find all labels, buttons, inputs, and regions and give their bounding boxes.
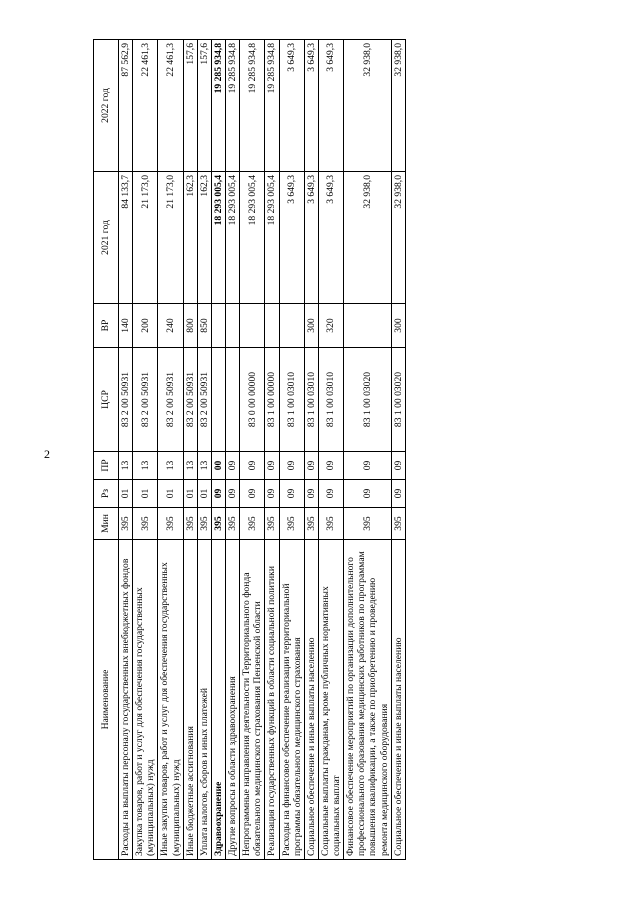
cell-year-2022: 19 285 934,8 [265, 40, 279, 172]
cell-vr: 320 [318, 304, 343, 348]
cell-min: 395 [240, 508, 265, 540]
table-row [344, 40, 392, 860]
cell-rz: 09 [240, 480, 265, 508]
cell-year-2022: 32 938,0 [391, 40, 405, 172]
cell-year-2021: 18 293 005,4 [265, 172, 279, 304]
cell-year-2022: 19 285 934,8 [226, 40, 240, 172]
cell-csr: 83 2 00 50931 [183, 348, 197, 452]
budget-table [93, 39, 406, 860]
cell-year-2022: 19 285 934,8 [211, 40, 225, 172]
page-number: 2 [44, 447, 50, 461]
cell-pr: 09 [279, 452, 304, 480]
header-csr: ЦСР [94, 348, 119, 452]
cell-min: 395 [119, 508, 133, 540]
cell-min: 395 [344, 508, 392, 540]
cell-year-2021: 18 293 005,4 [226, 172, 240, 304]
cell-year-2022: 19 285 934,8 [240, 40, 265, 172]
table-row [133, 40, 158, 860]
cell-year-2021: 3 649,3 [279, 172, 304, 304]
cell-year-2021: 3 649,3 [318, 172, 343, 304]
cell-csr: 83 1 00 03010 [318, 348, 343, 452]
cell-vr: 800 [183, 304, 197, 348]
cell-vr [240, 304, 265, 348]
cell-vr [265, 304, 279, 348]
cell-year-2022: 22 461,3 [158, 40, 183, 172]
cell-min: 395 [318, 508, 343, 540]
cell-year-2021: 21 173,0 [133, 172, 158, 304]
cell-rz: 09 [318, 480, 343, 508]
header-vr: ВР [94, 304, 119, 348]
cell-rz: 01 [158, 480, 183, 508]
cell-year-2021: 84 133,7 [119, 172, 133, 304]
cell-year-2022: 3 649,3 [279, 40, 304, 172]
cell-year-2021: 32 938,0 [391, 172, 405, 304]
cell-name: Непрограммные направления деятельности Территориального фонда обязательного медицинского страхования Пензенской области [240, 540, 265, 860]
cell-year-2022: 87 562,9 [119, 40, 133, 172]
table-row [183, 40, 197, 860]
header-name: Наименование [94, 540, 119, 860]
cell-pr: 09 [265, 452, 279, 480]
cell-csr [211, 348, 225, 452]
cell-name: Социальное обеспечение и иные выплаты населению [391, 540, 405, 860]
cell-csr [226, 348, 240, 452]
rotated-table-wrapper [93, 40, 555, 860]
table-row [279, 40, 304, 860]
cell-min: 395 [183, 508, 197, 540]
cell-year-2021: 18 293 005,4 [211, 172, 225, 304]
cell-vr: 240 [158, 304, 183, 348]
table-row [226, 40, 240, 860]
table-row [158, 40, 183, 860]
cell-vr [344, 304, 392, 348]
cell-rz: 09 [265, 480, 279, 508]
cell-pr: 09 [304, 452, 318, 480]
header-min: Мин [94, 508, 119, 540]
cell-rz: 01 [119, 480, 133, 508]
cell-vr: 850 [197, 304, 211, 348]
cell-year-2022: 22 461,3 [133, 40, 158, 172]
cell-year-2021: 162,3 [183, 172, 197, 304]
cell-csr: 83 2 00 50931 [197, 348, 211, 452]
cell-vr: 300 [304, 304, 318, 348]
cell-vr [211, 304, 225, 348]
cell-rz: 01 [183, 480, 197, 508]
cell-pr: 09 [240, 452, 265, 480]
cell-rz: 09 [226, 480, 240, 508]
cell-name: Финансовое обеспечение мероприятий по организации дополнительного профессионального образования медицинских работников по программам повышения квалификации, а также по приобретению и проведению ремонта медицинского оборудования [344, 540, 392, 860]
table-header-row [94, 40, 119, 860]
cell-min: 395 [304, 508, 318, 540]
cell-rz: 09 [344, 480, 392, 508]
cell-rz: 09 [304, 480, 318, 508]
cell-name: Другие вопросы в области здравоохранения [226, 540, 240, 860]
cell-year-2022: 32 938,0 [344, 40, 392, 172]
table-row [240, 40, 265, 860]
cell-min: 395 [265, 508, 279, 540]
table-row [119, 40, 133, 860]
cell-rz: 01 [197, 480, 211, 508]
cell-pr: 09 [344, 452, 392, 480]
cell-vr: 300 [391, 304, 405, 348]
cell-rz: 09 [279, 480, 304, 508]
cell-min: 395 [279, 508, 304, 540]
cell-year-2022: 157,6 [197, 40, 211, 172]
cell-rz: 09 [391, 480, 405, 508]
table-row [265, 40, 279, 860]
cell-csr: 83 1 00 03020 [344, 348, 392, 452]
cell-pr: 13 [133, 452, 158, 480]
cell-pr: 09 [226, 452, 240, 480]
cell-pr: 09 [318, 452, 343, 480]
cell-name: Реализация государственных функций в области социальной политики [265, 540, 279, 860]
table-row [318, 40, 343, 860]
cell-csr: 83 1 00 03010 [279, 348, 304, 452]
cell-pr: 13 [183, 452, 197, 480]
cell-name: Расходы на выплаты персоналу государственных внебюджетных фондов [119, 540, 133, 860]
cell-year-2021: 21 173,0 [158, 172, 183, 304]
cell-min: 395 [391, 508, 405, 540]
cell-rz: 01 [133, 480, 158, 508]
cell-year-2021: 32 938,0 [344, 172, 392, 304]
table-row [391, 40, 405, 860]
header-pr: ПР [94, 452, 119, 480]
cell-year-2021: 18 293 005,4 [240, 172, 265, 304]
cell-pr: 09 [391, 452, 405, 480]
cell-name: Социальное обеспечение и иные выплаты населению [304, 540, 318, 860]
cell-vr [279, 304, 304, 348]
cell-csr: 83 1 00 03010 [304, 348, 318, 452]
cell-rz: 09 [211, 480, 225, 508]
cell-name: Иные закупки товаров, работ и услуг для обеспечения государственных (муниципальных) нужд [158, 540, 183, 860]
table-row [197, 40, 211, 860]
header-year-2022: 2022 год [94, 40, 119, 172]
cell-pr: 13 [158, 452, 183, 480]
cell-year-2021: 3 649,3 [304, 172, 318, 304]
cell-min: 395 [226, 508, 240, 540]
cell-csr: 83 1 00 00000 [265, 348, 279, 452]
cell-pr: 13 [119, 452, 133, 480]
cell-year-2022: 3 649,3 [304, 40, 318, 172]
cell-pr: 00 [211, 452, 225, 480]
cell-min: 395 [211, 508, 225, 540]
cell-min: 395 [197, 508, 211, 540]
cell-vr: 140 [119, 304, 133, 348]
cell-name: Закупка товаров, работ и услуг для обеспечения государственных (муниципальных) нужд [133, 540, 158, 860]
cell-pr: 13 [197, 452, 211, 480]
cell-name: Иные бюджетные ассигнования [183, 540, 197, 860]
cell-min: 395 [158, 508, 183, 540]
cell-name: Уплата налогов, сборов и иных платежей [197, 540, 211, 860]
cell-csr: 83 2 00 50931 [158, 348, 183, 452]
cell-csr: 83 2 00 50931 [133, 348, 158, 452]
table-row [211, 40, 225, 860]
header-year-2021: 2021 год [94, 172, 119, 304]
cell-name: Социальные выплаты гражданам, кроме публичных нормативных социальных выплат [318, 540, 343, 860]
cell-year-2021: 162,3 [197, 172, 211, 304]
table-row [304, 40, 318, 860]
cell-name: Здравоохранение [211, 540, 225, 860]
cell-vr [226, 304, 240, 348]
cell-vr: 200 [133, 304, 158, 348]
cell-year-2022: 3 649,3 [318, 40, 343, 172]
cell-min: 395 [133, 508, 158, 540]
cell-csr: 83 2 00 50931 [119, 348, 133, 452]
header-rz: Рз [94, 480, 119, 508]
cell-year-2022: 157,6 [183, 40, 197, 172]
cell-csr: 83 1 00 03020 [391, 348, 405, 452]
cell-csr: 83 0 00 00000 [240, 348, 265, 452]
cell-name: Расходы на финансовое обеспечение реализации территориальной программы обязательного медицинского страхования [279, 540, 304, 860]
